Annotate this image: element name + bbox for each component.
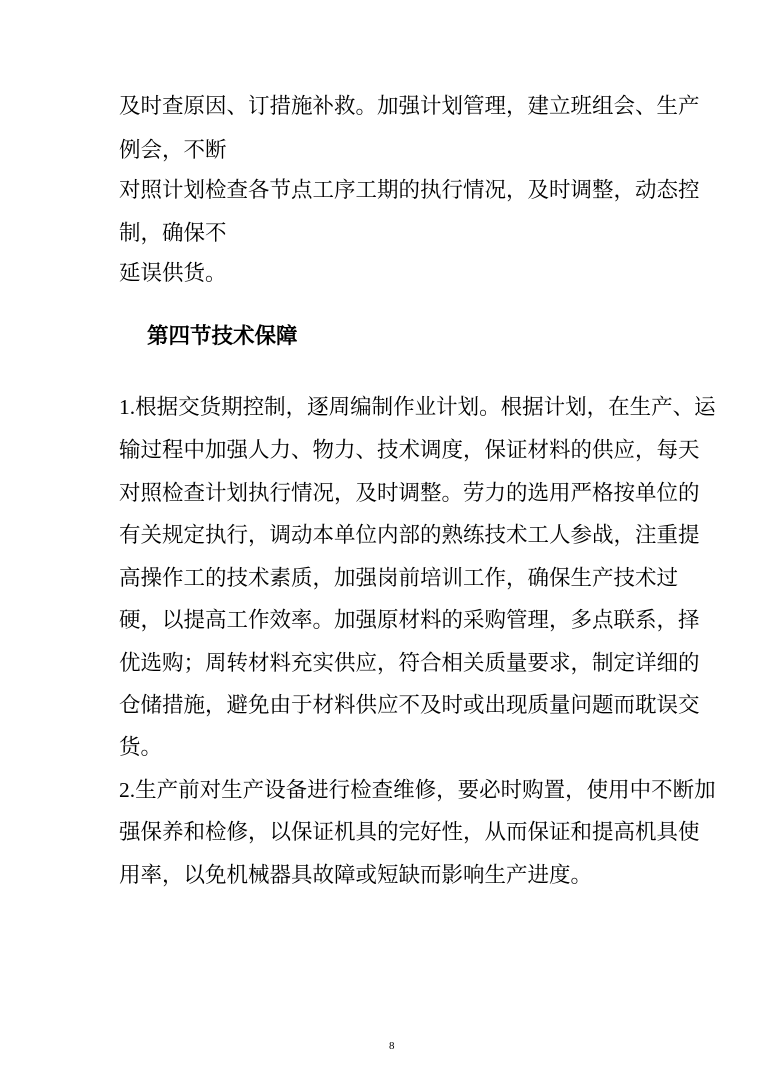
page-number: 8: [389, 1040, 395, 1052]
section-heading: 第四节技术保障: [147, 324, 298, 348]
text-line: 例会，不断: [119, 138, 227, 162]
text-line: 对照计划检查各节点工序工期的执行情况，及时调整，动态控: [119, 178, 700, 202]
text-line: 及时查原因、订措施补救。加强计划管理，建立班组会、生产: [119, 94, 700, 118]
text-line: 高操作工的技术素质，加强岗前培训工作，确保生产技术过: [119, 566, 679, 590]
text-line: 制，确保不: [119, 221, 227, 245]
text-line: 有关规定执行，调动本单位内部的熟练技术工人参战，注重提: [119, 523, 700, 547]
text-line: 输过程中加强人力、物力、技术调度，保证材料的供应，每天: [119, 438, 700, 462]
text-line: 强保养和检修，以保证机具的完好性，从而保证和提高机具使: [119, 820, 700, 844]
text-line: 优选购；周转材料充实供应，符合相关质量要求，制定详细的: [119, 651, 700, 675]
text-line: 货。: [119, 735, 163, 759]
text-line: 延误供货。: [119, 261, 227, 285]
text-line: 硬，以提高工作效率。加强原材料的采购管理，多点联系，择: [119, 608, 700, 632]
text-line: 仓储措施，避免由于材料供应不及时或出现质量问题而耽误交: [119, 693, 700, 717]
text-line: 2.生产前对生产设备进行检查维修，要必时购置，使用中不断加: [119, 778, 716, 802]
text-line: 用率，以免机械器具故障或短缺而影响生产进度。: [119, 863, 593, 887]
text-line: 对照检查计划执行情况，及时调整。劳力的选用严格按单位的: [119, 481, 700, 505]
text-line: 1.根据交货期控制，逐周编制作业计划。根据计划，在生产、运: [119, 395, 716, 419]
